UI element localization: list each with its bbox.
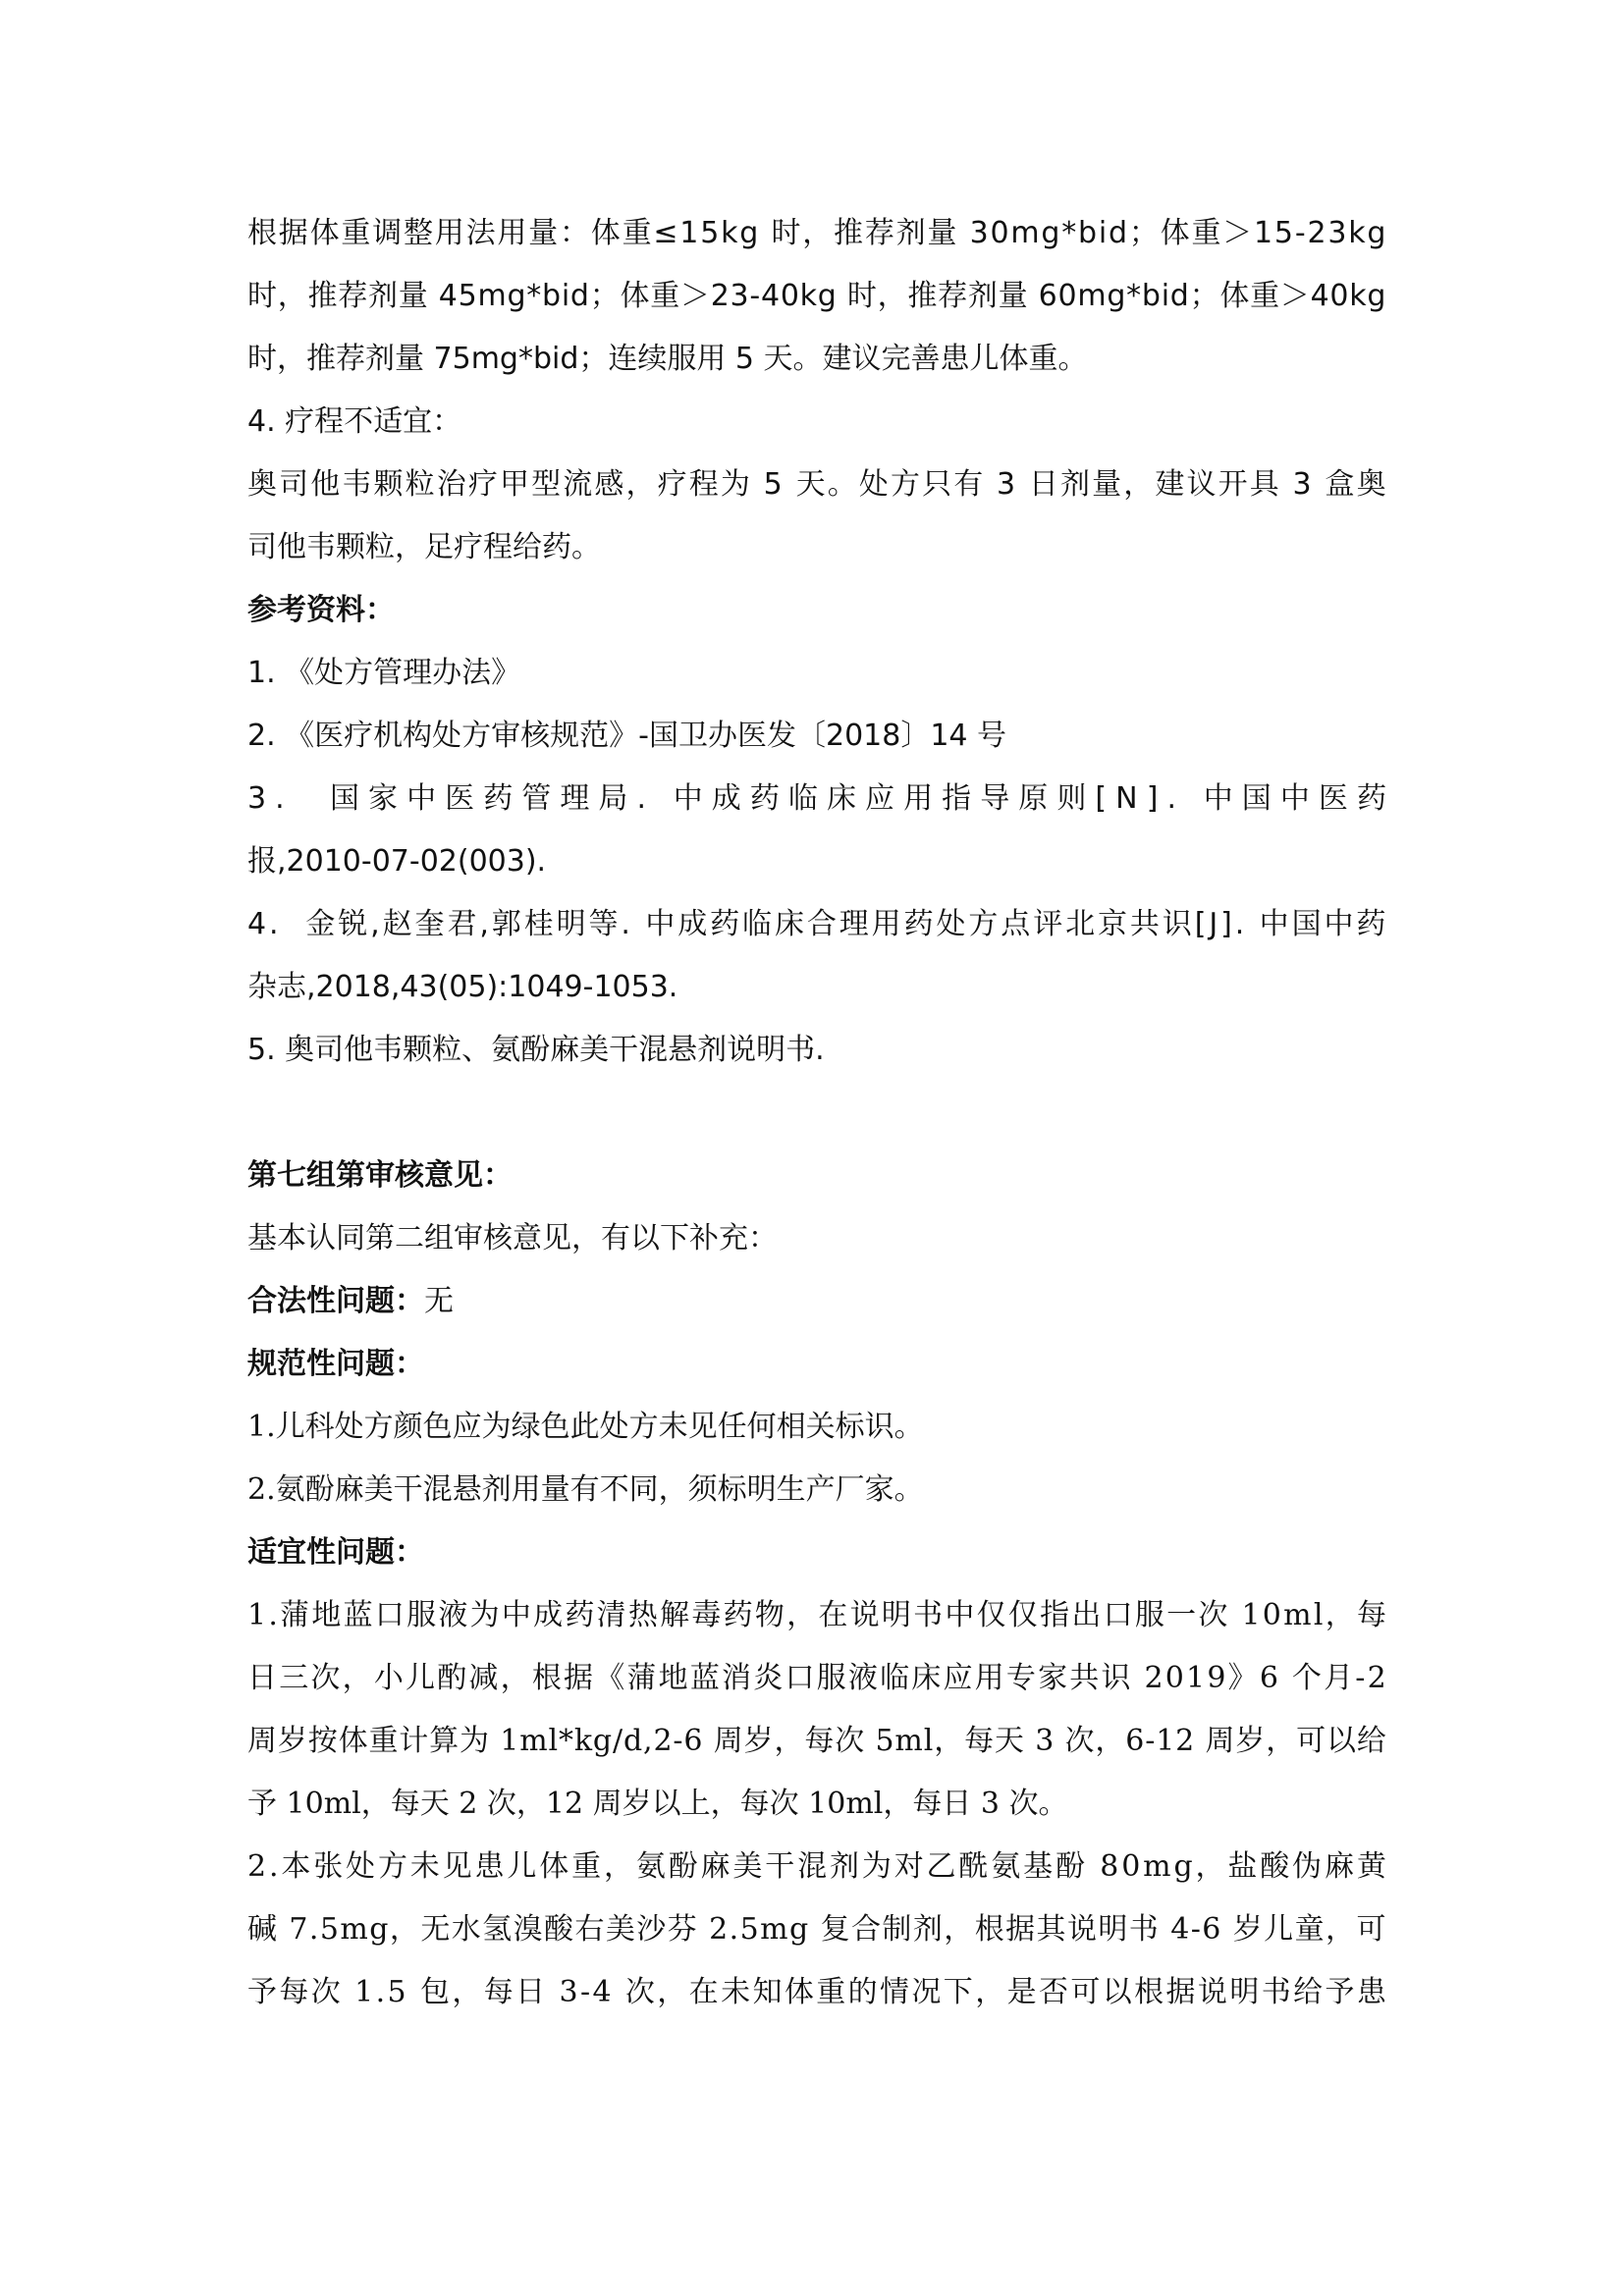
group7-title: 第七组第审核意见：	[247, 1158, 513, 1193]
reference-5: 5. 奥司他韦颗粒、氨酚麻美干混悬剂说明书.	[247, 1033, 825, 1067]
reference-1: 1. 《处方管理办法》	[247, 656, 521, 690]
item4-line-2: 司他韦颗粒，足疗程给药。	[247, 530, 601, 564]
legality-label: 合法性问题：	[247, 1284, 424, 1318]
norm-label: 规范性问题：	[247, 1347, 424, 1381]
dosage-line-1: 根 据 体 重 调 整 用 法 用 量 ： 体 重 ≤ 1 5 k g 时 ， 推 荐 剂 量 3 0 m g * b i d ； 体 重 ＞ 1 5 - 2 3 k g	[247, 216, 1386, 250]
legality-value: 无	[424, 1284, 454, 1318]
legality-line	[247, 1270, 1386, 1333]
group7-intro: 基本认同第二组审核意见，有以下补充：	[247, 1221, 778, 1255]
norm-item-2: 2.氨酚麻美干混悬剂用量有不同，须标明生产厂家。	[247, 1472, 924, 1507]
suitability-2-line-2: 碱 7 . 5 m g ， 无 水 氢 溴 酸 右 美 沙 芬 2 . 5 m g 复 合 制 剂 ， 根 据 其 说 明 书 4 - 6 岁 儿 童 ， 可	[247, 1912, 1386, 1947]
dosage-line-2: 时 ， 推 荐 剂 量 4 5 m g * b i d ； 体 重 ＞ 2 3 - 4 0 k g 时 ， 推 荐 剂 量 6 0 m g * b i d ； 体 重 ＞ 4 0 k g	[247, 279, 1386, 313]
suitability-1-line-4: 予 10ml，每天 2 次，12 周岁以上，每次 10ml，每日 3 次。	[247, 1787, 1068, 1821]
suitability-1-line-3: 周 岁 按 体 重 计 算 为 1 m l * k g / d , 2 - 6 周 岁 ， 每 次 5 m l ， 每 天 3 次 ， 6 - 1 2 周 岁 ， 可 以 给	[247, 1724, 1386, 1758]
document-page	[247, 202, 1386, 2024]
reference-3-line-2: 报,2010-07-02(003).	[247, 844, 547, 879]
reference-4-line-2: 杂志,2018,43(05):1049-1053.	[247, 970, 678, 1004]
suitability-label: 适宜性问题：	[247, 1535, 424, 1570]
suitability-1-line-2: 日 三 次 ， 小 儿 酌 减 ， 根 据 《 蒲 地 蓝 消 炎 口 服 液 临 床 应 用 专 家 共 识 2 0 1 9 》 6 个 月 - 2	[247, 1661, 1386, 1695]
suitability-2-line-3: 予 每 次 1 . 5 包 ， 每 日 3 - 4 次 ， 在 未 知 体 重 的 情 况 下 ， 是 否 可 以 根 据 说 明 书 给 予 患	[247, 1975, 1386, 2009]
suitability-2-line-1: 2 . 本 张 处 方 未 见 患 儿 体 重 ， 氨 酚 麻 美 干 混 剂 为 对 乙 酰 氨 基 酚 8 0 m g ， 盐 酸 伪 麻 黄	[247, 1849, 1386, 1884]
suitability-1-line-1: 1 . 蒲 地 蓝 口 服 液 为 中 成 药 清 热 解 毒 药 物 ， 在 说 明 书 中 仅 仅 指 出 口 服 一 次 1 0 m l ， 每	[247, 1598, 1386, 1632]
reference-3-line-1: 3 . 国 家 中 医 药 管 理 局 . 中 成 药 临 床 应 用 指 导 原 则 [ N ] . 中 国 中 医 药	[247, 781, 1386, 816]
reference-2: 2. 《医疗机构处方审核规范》-国卫办医发〔2018〕14 号	[247, 719, 1007, 753]
item4-line-1: 奥 司 他 韦 颗 粒 治 疗 甲 型 流 感 ， 疗 程 为 5 天 。 处 方 只 有 3 日 剂 量 ， 建 议 开 具 3 盒 奥	[247, 467, 1386, 502]
blank-line	[247, 1082, 1386, 1145]
dosage-line-3: 时，推荐剂量 75mg*bid；连续服用 5 天。建议完善患儿体重。	[247, 342, 1088, 376]
references-title: 参考资料：	[247, 593, 395, 627]
norm-item-1: 1.儿科处方颜色应为绿色此处方未见任何相关标识。	[247, 1410, 924, 1444]
reference-4-line-1: 4 . 金 锐 , 赵 奎 君 , 郭 桂 明 等 . 中 成 药 临 床 合 理 用 药 处 方 点 评 北 京 共 识 [ J ] . 中 国 中 药	[247, 907, 1386, 941]
item4-title: 4. 疗程不适宜：	[247, 404, 462, 439]
